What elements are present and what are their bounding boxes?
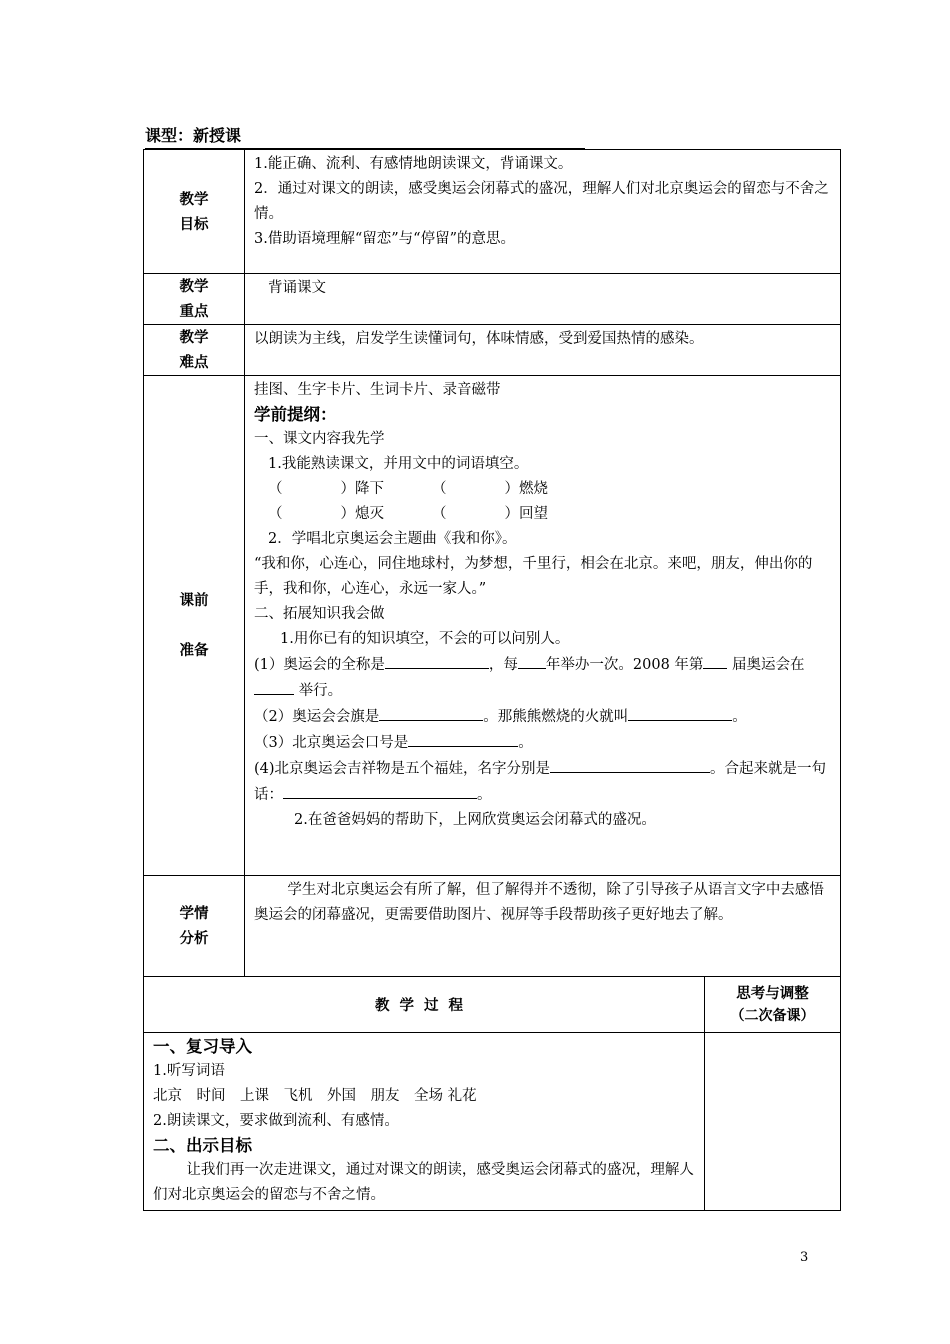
difficulties-content: 以朗读为主线，启发学生读懂词句，体味情感，受到爱国热情的感染。 bbox=[245, 325, 841, 376]
course-type: 课型：新授课 bbox=[145, 125, 585, 149]
process-header: 教学过程 bbox=[144, 977, 705, 1033]
preparation-row bbox=[144, 376, 841, 876]
question-1: (1）奥运会的全称是 ，每 年举办一次。2008 年第 届奥运会在 举行。 bbox=[254, 652, 832, 704]
revision-notes-cell bbox=[705, 1033, 841, 1211]
process-header-row bbox=[144, 977, 841, 1033]
objectives-row bbox=[144, 150, 841, 274]
process-content-row bbox=[144, 1033, 841, 1211]
outline-title: 学前提纲： bbox=[254, 405, 337, 424]
analysis-content: 学生对北京奥运会有所了解，但了解得并不透彻，除了引导孩子从语言文字中去感悟奥运会的闭幕盛况，更需要借助图片、视屏等手段帮助孩子更好地去了解。 bbox=[245, 876, 841, 977]
song-lyrics: “我和你，心连心，同住地球村，为梦想，千里行，相会在北京。来吧，朋友，伸出你的手，我和你，心连心，永远一家人。” bbox=[254, 556, 813, 597]
question-4: (4)北京奥运会吉祥物是五个福娃，名字分别是 。合起来就是一句话： 。 bbox=[254, 756, 832, 808]
section-title: 一、复习导入 bbox=[153, 1037, 252, 1056]
objectives-content bbox=[245, 150, 841, 274]
process-content: 一、复习导入 1.听写词语 北京 时间 上课 飞机 外国 朋友 全场 礼花 2.朗读课文，要求做到流利、有感情。 二、出示目标 让我们再一次走进课文，通过对课文的朗读，感受奥运会闭幕式的盛况，理解人们对北京奥运会的留恋与不舍之情。 bbox=[144, 1033, 705, 1211]
difficulties-row bbox=[144, 325, 841, 376]
key-points-row bbox=[144, 274, 841, 325]
difficulties-label: 教学 难点 bbox=[144, 325, 245, 376]
section-title: 二、出示目标 bbox=[153, 1136, 252, 1155]
preparation-label: 课前 准备 bbox=[144, 376, 245, 876]
dictation-words: 北京 时间 上课 飞机 外国 朋友 全场 礼花 bbox=[153, 1088, 477, 1104]
revision-header: 思考与调整 （二次备课） bbox=[705, 977, 841, 1033]
fill-row: （ ）降下 （ ）燃烧 bbox=[268, 481, 548, 497]
lesson-plan-table bbox=[143, 149, 841, 1211]
key-points-content: 背诵课文 bbox=[245, 274, 841, 325]
analysis-label: 学情 分析 bbox=[144, 876, 245, 977]
fill-row: （ ）熄灭 （ ）回望 bbox=[268, 506, 548, 522]
objective-item: 1.能正确、流利、有感情地朗读课文，背诵课文。 bbox=[254, 156, 573, 172]
objective-item: 3.借助语境理解“留恋”与“停留”的意思。 bbox=[254, 231, 515, 247]
question-2: （2）奥运会会旗是 。那熊熊燃烧的火就叫 。 bbox=[254, 704, 832, 730]
page-number: 3 bbox=[800, 1250, 809, 1265]
objective-item: 2．通过对课文的朗读，感受奥运会闭幕式的盛况，理解人们对北京奥运会的留恋与不舍之情。 bbox=[254, 181, 829, 222]
analysis-row bbox=[144, 876, 841, 977]
key-points-label: 教学 重点 bbox=[144, 274, 245, 325]
preparation-content: 挂图、生字卡片、生词卡片、录音磁带 学前提纲： 一、课文内容我先学 1.我能熟读课文，并用文中的词语填空。 （ ）降下 （ ）燃烧 （ ）熄灭 （ ）回望 2．学唱北京奥运会主题曲《我和你》。 “我和你，心连心，同住地球村，为梦想，千里行，相会在北京。来吧，朋友，伸出你的手，我和你，心连心，永远一家人。” 二、拓展知识我会做 1.用你已有的知识填空，不会的可以问别人。 (1）奥运会的全称是 ，每 年举办一次。2008 年第 届奥运会在 举行。 （2）奥运会会旗是 。那熊熊燃烧的火就叫 。 （3）北京奥运会口号是 。 (4)北京奥运会吉祥物是五个福娃，名字分别是 。合起来就是一句话： 。 2.在爸爸妈妈的帮助下，上网欣赏奥运会闭幕式的盛况。 bbox=[245, 376, 841, 876]
question-3: （3）北京奥运会口号是 。 bbox=[254, 730, 832, 756]
objectives-label: 教学 目标 bbox=[144, 150, 245, 274]
